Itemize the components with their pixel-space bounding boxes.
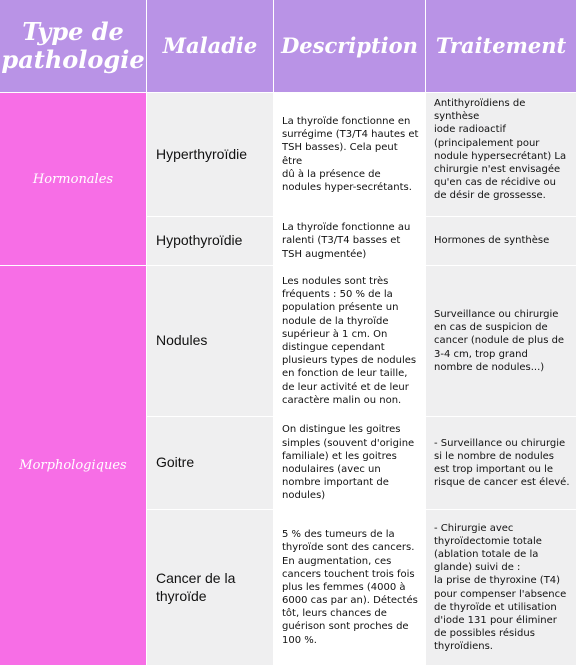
treatment-nodules: Surveillance ou chirurgie en cas de suspicion de cancer (nodule de plus de 3-4 cm, trop grand nombre de nodules...) bbox=[426, 266, 577, 417]
treatment-cancer: - Chirurgie avec thyroïdectomie totale (ablation totale de la glande) suivi de : la prise de thyroxine (T4) pour compenser l'absence de thyroïde et utilisation d'iode 131 pour éliminer de possibles résidus thyroïdiens. bbox=[426, 510, 577, 666]
disease-hyperthyroidie: Hyperthyroïdie bbox=[147, 93, 274, 217]
description-hyperthyroidie: La thyroïde fonctionne en surrégime (T3/T4 hautes et TSH basses). Cela peut être dû à la présence de nodules hyper-secrétants. bbox=[274, 93, 426, 217]
description-nodules: Les nodules sont très fréquents : 50 % de la population présente un nodule de la thyroïde supérieur à 1 cm. On distingue cependant plusieurs types de nodules en fonction de leur taille, de leur activité et de leur caractère malin ou non. bbox=[274, 266, 426, 417]
treatment-hyperthyroidie: Antithyroïdiens de synthèse iode radioactif (principalement pour nodule hypersecrétant) La chirurgie n'est envisagée qu'en cas de récidive ou de désir de grossesse. bbox=[426, 93, 577, 217]
description-goitre: On distingue les goitres simples (souvent d'origine familiale) et les goitres nodulaires (avec un nombre important de nodules) bbox=[274, 417, 426, 510]
header-traitement: Traitement bbox=[426, 0, 577, 93]
disease-cancer: Cancer de la thyroïde bbox=[147, 510, 274, 666]
category-hormonales: Hormonales bbox=[0, 93, 147, 266]
disease-nodules: Nodules bbox=[147, 266, 274, 417]
header-maladie: Maladie bbox=[147, 0, 274, 93]
description-hypothyroidie: La thyroïde fonctionne au ralenti (T3/T4 basses et TSH augmentée) bbox=[274, 217, 426, 266]
category-morphologiques: Morphologiques bbox=[0, 266, 147, 666]
treatment-hypothyroidie: Hormones de synthèse bbox=[426, 217, 577, 266]
disease-goitre: Goitre bbox=[147, 417, 274, 510]
disease-hypothyroidie: Hypothyroïdie bbox=[147, 217, 274, 266]
description-cancer: 5 % des tumeurs de la thyroïde sont des cancers. En augmentation, ces cancers touchent trois fois plus les femmes (4000 à 6000 cas par an). Détectés tôt, leurs chances de guérison sont proches de 100 %. bbox=[274, 510, 426, 666]
header-type: Type de pathologie bbox=[0, 0, 147, 93]
treatment-goitre: - Surveillance ou chirurgie si le nombre de nodules est trop important ou le risque de cancer est élevé. bbox=[426, 417, 577, 510]
header-description: Description bbox=[274, 0, 426, 93]
